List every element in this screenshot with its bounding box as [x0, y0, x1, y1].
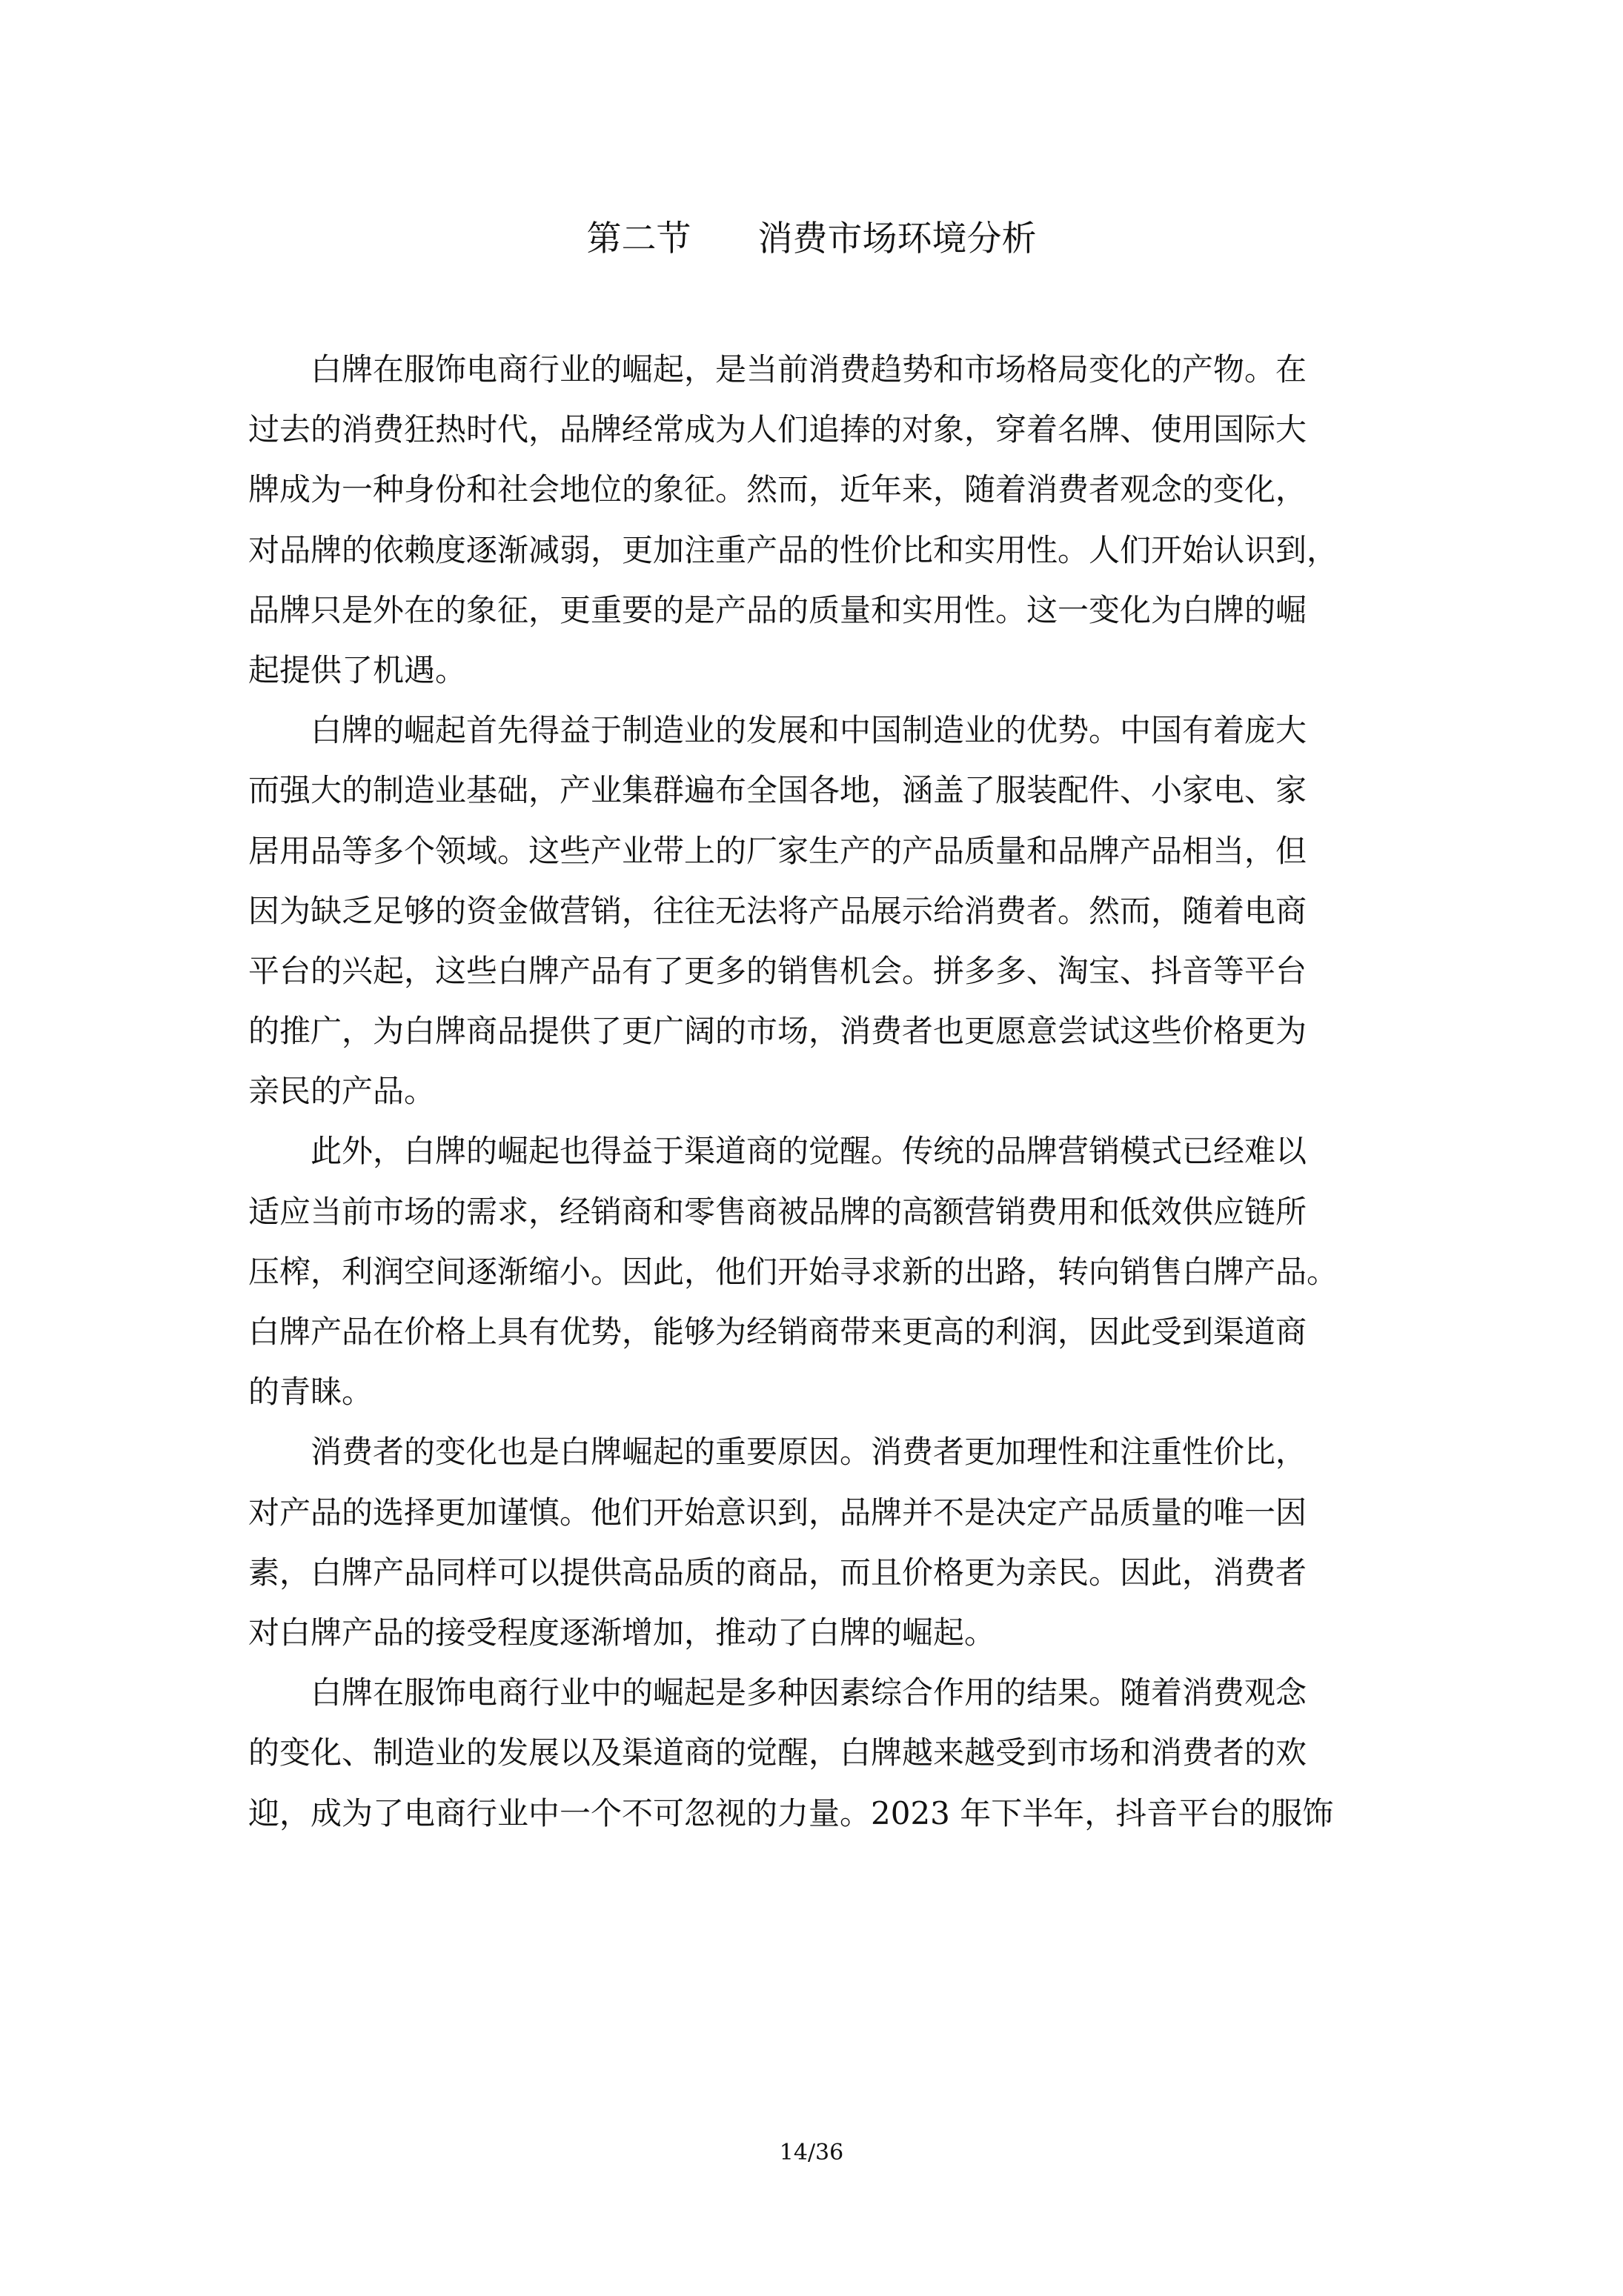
page-number: 14/36: [779, 2140, 844, 2166]
paragraph-line: 对白牌产品的接受程度逐渐增加，推动了白牌的崛起。: [248, 1614, 996, 1651]
section-title: 消费市场环境分析: [757, 219, 1037, 259]
paragraph-line: 的青睐。: [248, 1374, 374, 1411]
paragraph-line: 牌成为一种身份和社会地位的象征。然而，近年来，随着消费者观念的变化，: [248, 471, 1307, 508]
paragraph-line: 的推广，为白牌商品提供了更广阔的市场，消费者也更愿意尝试这些价格更为: [248, 1013, 1307, 1050]
paragraph-line: 而强大的制造业基础，产业集群遍布全国各地，涵盖了服装配件、小家电、家: [248, 772, 1307, 809]
paragraph-line: 此外，白牌的崛起也得益于渠道商的觉醒。传统的品牌营销模式已经难以: [311, 1133, 1307, 1170]
paragraph: [248, 1121, 1390, 1422]
paragraph-line: 适应当前市场的需求，经销商和零售商被品牌的高额营销费用和低效供应链所: [248, 1193, 1307, 1230]
paragraph-line: 的变化、制造业的发展以及渠道商的觉醒，白牌越来越受到市场和消费者的欢: [248, 1734, 1307, 1771]
paragraph: [248, 1663, 1390, 1843]
section-number: 第二节: [586, 219, 691, 259]
paragraph-line: 起提供了机遇。: [248, 651, 467, 688]
paragraph-line: 对品牌的依赖度逐渐减弱，更加注重产品的性价比和实用性。人们开始认识到，: [248, 531, 1338, 568]
paragraph-line: 居用品等多个领域。这些产业带上的厂家生产的产品质量和品牌产品相当，但: [248, 832, 1307, 869]
paragraph-line: 白牌在服饰电商行业的崛起，是当前消费趋势和市场格局变化的产物。在: [311, 351, 1307, 387]
paragraph-line: 亲民的产品。: [248, 1073, 436, 1110]
paragraph-line: 素，白牌产品同样可以提供高品质的商品，而且价格更为亲民。因此，消费者: [248, 1554, 1307, 1591]
paragraph-line: 过去的消费狂热时代，品牌经常成为人们追捧的对象，穿着名牌、使用国际大: [248, 411, 1307, 448]
paragraph: [248, 339, 1390, 700]
section-heading: [0, 213, 1623, 265]
paragraph-line: 消费者的变化也是白牌崛起的重要原因。消费者更加理性和注重性价比，: [311, 1434, 1307, 1471]
paragraph-line: 品牌只是外在的象征，更重要的是产品的质量和实用性。这一变化为白牌的崛: [248, 591, 1307, 628]
paragraph-line: 对产品的选择更加谨慎。他们开始意识到，品牌并不是决定产品质量的唯一因: [248, 1494, 1307, 1531]
paragraph-line: 压榨，利润空间逐渐缩小。因此，他们开始寻求新的出路，转向销售白牌产品。: [248, 1253, 1338, 1290]
paragraph: [248, 1422, 1390, 1663]
paragraph-line: 白牌产品在价格上具有优势，能够为经销商带来更高的利润，因此受到渠道商: [248, 1314, 1307, 1350]
paragraph: [248, 700, 1390, 1121]
paragraph-line: 平台的兴起，这些白牌产品有了更多的销售机会。拼多多、淘宝、抖音等平台: [248, 952, 1307, 989]
paragraph-line: 迎，成为了电商行业中一个不可忽视的力量。2023 年下半年，抖音平台的服饰: [248, 1794, 1334, 1831]
paragraph-line: 白牌在服饰电商行业中的崛起是多种因素综合作用的结果。随着消费观念: [311, 1674, 1307, 1711]
body-text: [248, 339, 1390, 1843]
paragraph-line: 因为缺乏足够的资金做营销，往往无法将产品展示给消费者。然而，随着电商: [248, 892, 1307, 929]
paragraph-line: 白牌的崛起首先得益于制造业的发展和中国制造业的优势。中国有着庞大: [311, 712, 1307, 749]
